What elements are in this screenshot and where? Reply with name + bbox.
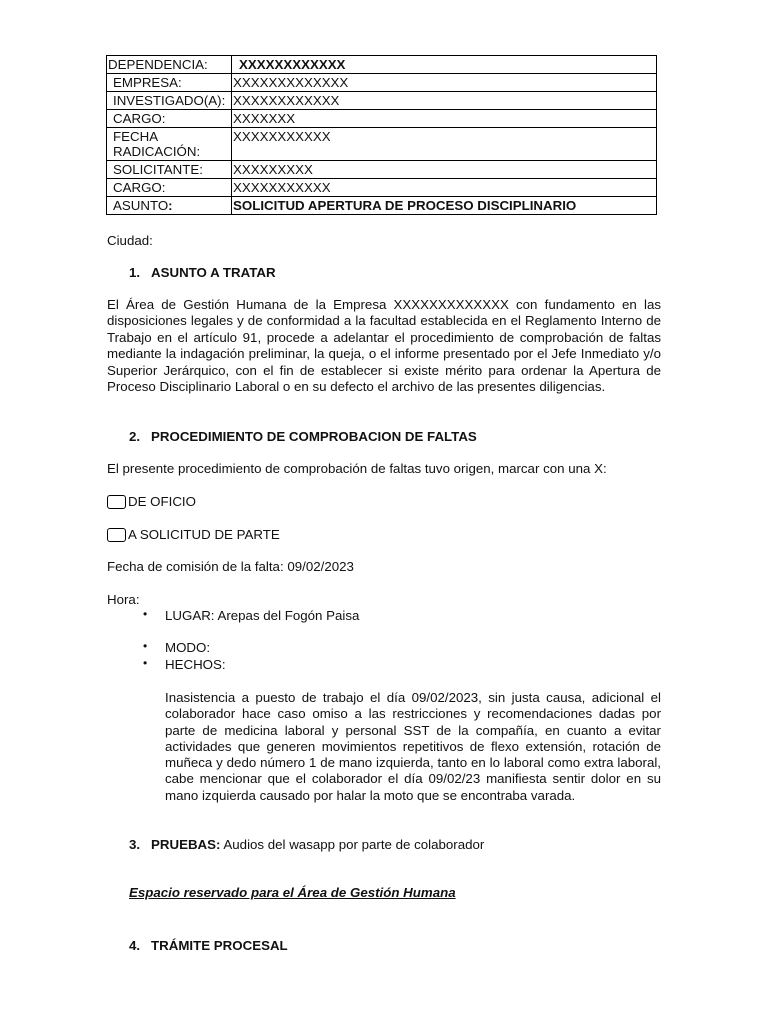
solicitante-label: SOLICITANTE: [107, 161, 232, 179]
section-3-title: PRUEBAS: [151, 837, 221, 852]
option-de-oficio[interactable] [107, 494, 196, 509]
section-2-number: 2. [129, 429, 141, 444]
asunto-label [107, 197, 232, 215]
lugar-text: LUGAR: Arepas del Fogón Paisa [165, 608, 360, 623]
header-table [106, 55, 657, 215]
table-row [107, 197, 657, 215]
table-row [107, 56, 657, 74]
a-solicitud-label: A SOLICITUD DE PARTE [128, 527, 280, 542]
cargo-solicitante-label: CARGO: [107, 179, 232, 197]
empresa-label: EMPRESA: [107, 74, 232, 92]
table-row [107, 74, 657, 92]
de-oficio-checkbox[interactable] [107, 495, 126, 509]
dependencia-value: XXXXXXXXXXXX [232, 56, 657, 74]
investigado-value: XXXXXXXXXXXX [232, 92, 657, 110]
solicitante-value: XXXXXXXXX [232, 161, 657, 179]
modo-text: MODO: [165, 640, 211, 655]
de-oficio-label: DE OFICIO [128, 494, 196, 509]
hora-label: Hora: [107, 592, 140, 607]
section-2-title: PROCEDIMIENTO DE COMPROBACION DE FALTAS [151, 429, 477, 444]
hechos-description: Inasistencia a puesto de trabajo el día 09/02/2023, sin justa causa, adicional el colaborador hace caso omiso a las restricciones y recomendaciones dadas por parte de medicina laboral y personal SST de la compañía, en cuanto a evitar actividades que generen movimientos repetitivos de flexo extensión, rotación de muñeca y dedo número 1 de mano izquierda, tanto en lo laboral como extra laboral, cabe mencionar que el colaborador el día 09/02/23 manifiesta sentir dolor en su mano izquierda causado por halar la moto que se encontraba varada. [165, 690, 661, 803]
bullet-icon: • [143, 656, 148, 670]
table-row [107, 161, 657, 179]
section-1-body: El Área de Gestión Humana de la Empresa XXXXXXXXXXXXX con fundamento en las disposiciones legales y de conformidad a la facultad establecida en el Reglamento Interno de Trabajo en el artículo 91, procede a adelantar el procedimiento de comprobación de faltas mediante la indagación preliminar, la queja, o el informe presentado por el Jefe Inmediato y/o Superior Jerárquico, con el fin de establecer si existe mérito para ordenar la Apertura de Proceso Disciplinario Laboral o en su defecto el archivo de las presentes diligencias. [107, 297, 661, 395]
table-row [107, 92, 657, 110]
section-3-heading [129, 837, 484, 852]
asunto-value: SOLICITUD APERTURA DE PROCESO DISCIPLINARIO [232, 197, 657, 215]
dependencia-label: DEPENDENCIA: [107, 56, 232, 74]
section-4-heading [129, 938, 288, 953]
empresa-value: XXXXXXXXXXXXX [232, 74, 657, 92]
table-row [107, 128, 657, 161]
section-2-heading [129, 429, 477, 444]
cargo-investigado-value: XXXXXXX [232, 110, 657, 128]
asunto-colon: : [168, 198, 173, 213]
bullet-icon: • [143, 639, 148, 653]
section-4-number: 4. [129, 938, 141, 953]
a-solicitud-checkbox[interactable] [107, 528, 126, 542]
bullet-icon: • [143, 607, 148, 621]
ciudad-label: Ciudad: [107, 233, 153, 248]
section-3-number: 3. [129, 837, 141, 852]
hechos-text-label: HECHOS: [165, 657, 226, 672]
cargo-investigado-label: CARGO: [107, 110, 232, 128]
section-1-title: ASUNTO A TRATAR [151, 265, 276, 280]
fecha-radicacion-value: XXXXXXXXXXX [232, 128, 657, 161]
section-1-number: 1. [129, 265, 141, 280]
investigado-label: INVESTIGADO(A): [107, 92, 232, 110]
table-row [107, 110, 657, 128]
fecha-radicacion-label: FECHA RADICACIÓN: [107, 128, 232, 161]
section-2-intro: El presente procedimiento de comprobación de faltas tuvo origen, marcar con una X: [107, 461, 607, 476]
fecha-comision: Fecha de comisión de la falta: 09/02/2023 [107, 559, 354, 574]
table-row [107, 179, 657, 197]
option-a-solicitud[interactable] [107, 527, 280, 542]
reserved-space-heading: Espacio reservado para el Área de Gestión Humana [129, 885, 456, 900]
asunto-label-text: ASUNTO [113, 198, 169, 213]
section-4-title: TRÁMITE PROCESAL [151, 938, 288, 953]
cargo-solicitante-value: XXXXXXXXXXX [232, 179, 657, 197]
section-3-text: Audios del wasapp por parte de colaborador [220, 837, 485, 852]
section-1-heading [129, 265, 276, 280]
